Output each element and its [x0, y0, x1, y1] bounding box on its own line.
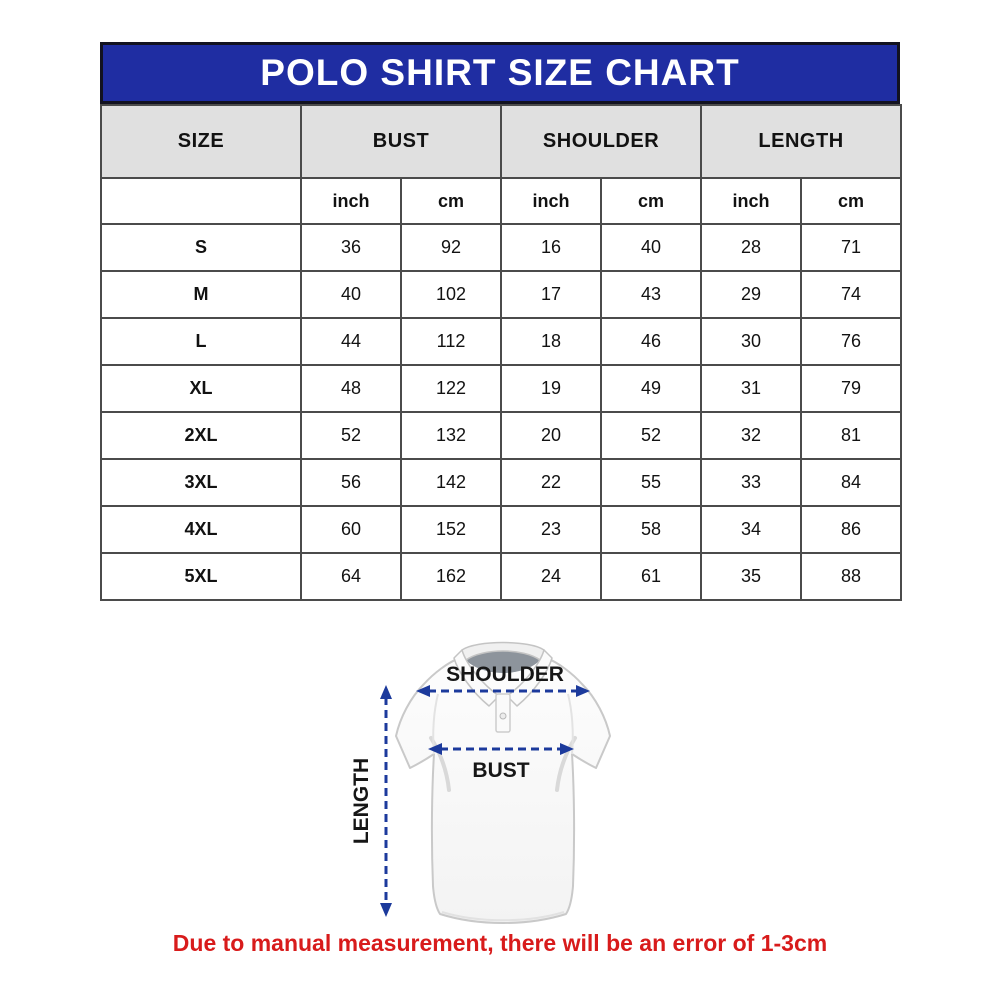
- bust-cm-value: 132: [401, 412, 501, 459]
- shoulder-inch-value: 20: [501, 412, 601, 459]
- length-inch-value: 34: [701, 506, 801, 553]
- shoulder-cm-value: 40: [601, 224, 701, 271]
- bust-cm-value: 162: [401, 553, 501, 600]
- bust-inch-value: 40: [301, 271, 401, 318]
- column-header-row: [101, 105, 901, 178]
- length-inch-value: 33: [701, 459, 801, 506]
- length-cm-value: 88: [801, 553, 901, 600]
- size-label: 5XL: [101, 553, 301, 600]
- length-inch-value: 30: [701, 318, 801, 365]
- shoulder-cm-value: 55: [601, 459, 701, 506]
- length-cm-value: 76: [801, 318, 901, 365]
- bust-inch-value: 48: [301, 365, 401, 412]
- table-row-s: [101, 224, 901, 271]
- bust-inch-value: 44: [301, 318, 401, 365]
- length-cm-value: 84: [801, 459, 901, 506]
- length-cm-value: 74: [801, 271, 901, 318]
- table-row-xl: [101, 365, 901, 412]
- bust-inch-value: 36: [301, 224, 401, 271]
- length-cm-value: 81: [801, 412, 901, 459]
- shoulder-inch-value: 17: [501, 271, 601, 318]
- column-header-bust: BUST: [301, 105, 501, 178]
- unit-header-bust-inch: inch: [301, 178, 401, 224]
- shoulder-cm-value: 58: [601, 506, 701, 553]
- shoulder-inch-value: 16: [501, 224, 601, 271]
- size-label: 3XL: [101, 459, 301, 506]
- shoulder-cm-value: 49: [601, 365, 701, 412]
- length-label: LENGTH: [350, 757, 373, 845]
- table-row-3xl: [101, 459, 901, 506]
- bust-inch-value: 52: [301, 412, 401, 459]
- shoulder-cm-value: 46: [601, 318, 701, 365]
- size-label: S: [101, 224, 301, 271]
- length-arrow: [380, 685, 392, 917]
- length-inch-value: 29: [701, 271, 801, 318]
- size-label: M: [101, 271, 301, 318]
- bust-inch-value: 64: [301, 553, 401, 600]
- size-chart-panel: [100, 42, 900, 601]
- shoulder-cm-value: 43: [601, 271, 701, 318]
- length-inch-value: 31: [701, 365, 801, 412]
- size-label: L: [101, 318, 301, 365]
- bust-label: BUST: [472, 759, 530, 782]
- unit-header-length-cm: cm: [801, 178, 901, 224]
- bust-inch-value: 56: [301, 459, 401, 506]
- measurement-diagram: [348, 636, 682, 938]
- length-cm-value: 79: [801, 365, 901, 412]
- shoulder-cm-value: 52: [601, 412, 701, 459]
- size-label: 4XL: [101, 506, 301, 553]
- length-cm-value: 71: [801, 224, 901, 271]
- table-row-2xl: [101, 412, 901, 459]
- length-inch-value: 28: [701, 224, 801, 271]
- unit-header-shoulder-inch: inch: [501, 178, 601, 224]
- polo-shirt-illustration: [348, 636, 682, 938]
- shoulder-inch-value: 18: [501, 318, 601, 365]
- bust-cm-value: 152: [401, 506, 501, 553]
- unit-header-bust-cm: cm: [401, 178, 501, 224]
- bust-cm-value: 112: [401, 318, 501, 365]
- unit-header-row: [101, 178, 901, 224]
- page-title: POLO SHIRT SIZE CHART: [100, 42, 900, 104]
- shoulder-label: SHOULDER: [446, 663, 564, 686]
- size-label: 2XL: [101, 412, 301, 459]
- length-cm-value: 86: [801, 506, 901, 553]
- shoulder-inch-value: 19: [501, 365, 601, 412]
- length-inch-value: 35: [701, 553, 801, 600]
- shoulder-inch-value: 23: [501, 506, 601, 553]
- shoulder-inch-value: 22: [501, 459, 601, 506]
- size-label: XL: [101, 365, 301, 412]
- bust-cm-value: 142: [401, 459, 501, 506]
- column-header-shoulder: SHOULDER: [501, 105, 701, 178]
- unit-header-length-inch: inch: [701, 178, 801, 224]
- unit-header-blank: [101, 178, 301, 224]
- table-row-l: [101, 318, 901, 365]
- column-header-length: LENGTH: [701, 105, 901, 178]
- unit-header-shoulder-cm: cm: [601, 178, 701, 224]
- length-inch-value: 32: [701, 412, 801, 459]
- table-row-4xl: [101, 506, 901, 553]
- size-table: [100, 104, 902, 601]
- bust-cm-value: 92: [401, 224, 501, 271]
- bust-cm-value: 102: [401, 271, 501, 318]
- shoulder-inch-value: 24: [501, 553, 601, 600]
- column-header-size: SIZE: [101, 105, 301, 178]
- measurement-disclaimer: Due to manual measurement, there will be an error of 1-3cm: [172, 930, 828, 956]
- bust-inch-value: 60: [301, 506, 401, 553]
- table-row-m: [101, 271, 901, 318]
- shoulder-cm-value: 61: [601, 553, 701, 600]
- table-row-5xl: [101, 553, 901, 600]
- bust-cm-value: 122: [401, 365, 501, 412]
